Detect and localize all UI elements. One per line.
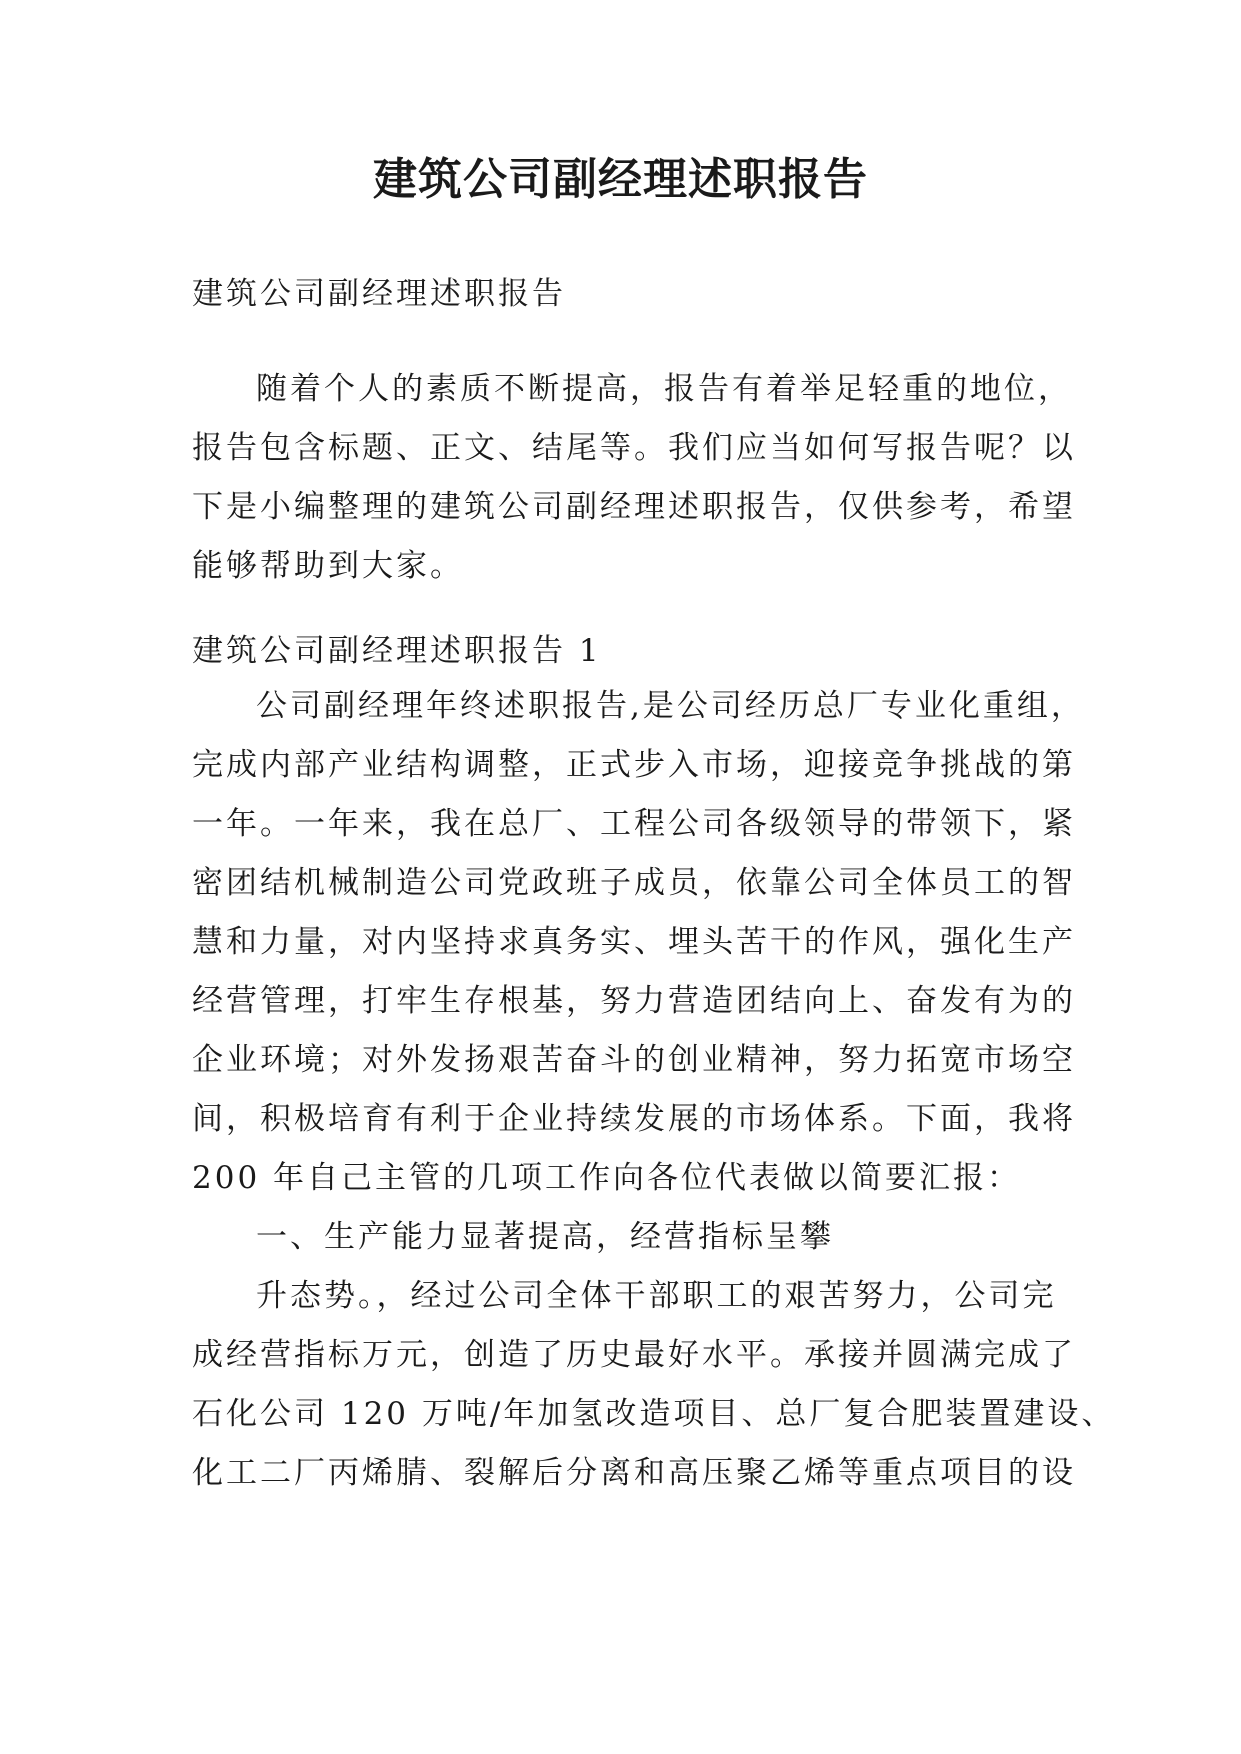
body-line: 200 年自己主管的几项工作向各位代表做以简要汇报：	[192, 1160, 1022, 1196]
intro-line: 报告包含标题、正文、结尾等。我们应当如何写报告呢？以	[192, 430, 1076, 466]
intro-line: 能够帮助到大家。	[192, 548, 464, 584]
intro-paragraph	[192, 360, 1076, 596]
body-line: 间，积极培育有利于企业持续发展的市场体系。下面，我将	[192, 1101, 1076, 1137]
body-line: 慧和力量，对内坚持求真务实、埋头苦干的作风，强化生产	[192, 924, 1076, 960]
intro-line: 随着个人的素质不断提高，报告有着举足轻重的地位，	[256, 371, 1072, 407]
body-line: 密团结机械制造公司党政班子成员，依靠公司全体员工的智	[192, 865, 1076, 901]
point-line: 成经营指标万元，创造了历史最好水平。承接并圆满完成了	[192, 1337, 1076, 1373]
subtitle-line: 建筑公司副经理述职报告	[192, 276, 566, 312]
point-paragraph	[192, 1267, 1116, 1503]
section-heading-text: 建筑公司副经理述职报告 1	[192, 633, 602, 669]
point-line: 升态势。，经过公司全体干部职工的艰苦努力，公司完	[256, 1278, 1057, 1314]
body-line: 完成内部产业结构调整，正式步入市场，迎接竞争挑战的第	[192, 747, 1076, 783]
point-line: 化工二厂丙烯腈、裂解后分离和高压聚乙烯等重点项目的设	[192, 1455, 1076, 1491]
body-line: 公司副经理年终述职报告,是公司经历总厂专业化重组，	[256, 688, 1085, 724]
body-line: 企业环境；对外发扬艰苦奋斗的创业精神，努力拓宽市场空	[192, 1042, 1076, 1078]
point-heading-text: 一、生产能力显著提高，经营指标呈攀	[256, 1219, 834, 1255]
body-line: 一年。一年来，我在总厂、工程公司各级领导的带领下，紧	[192, 806, 1076, 842]
document-subtitle	[192, 265, 1072, 324]
body-line: 经营管理，打牢生存根基，努力营造团结向上、奋发有为的	[192, 983, 1076, 1019]
point-line: 石化公司 120 万吨/年加氢改造项目、总厂复合肥装置建设、	[192, 1396, 1116, 1432]
point-heading	[192, 1208, 1072, 1267]
section-heading	[192, 622, 1072, 681]
intro-line: 下是小编整理的建筑公司副经理述职报告，仅供参考，希望	[192, 489, 1076, 525]
document-title: 建筑公司副经理述职报告	[373, 154, 868, 205]
body-paragraph	[192, 677, 1085, 1208]
